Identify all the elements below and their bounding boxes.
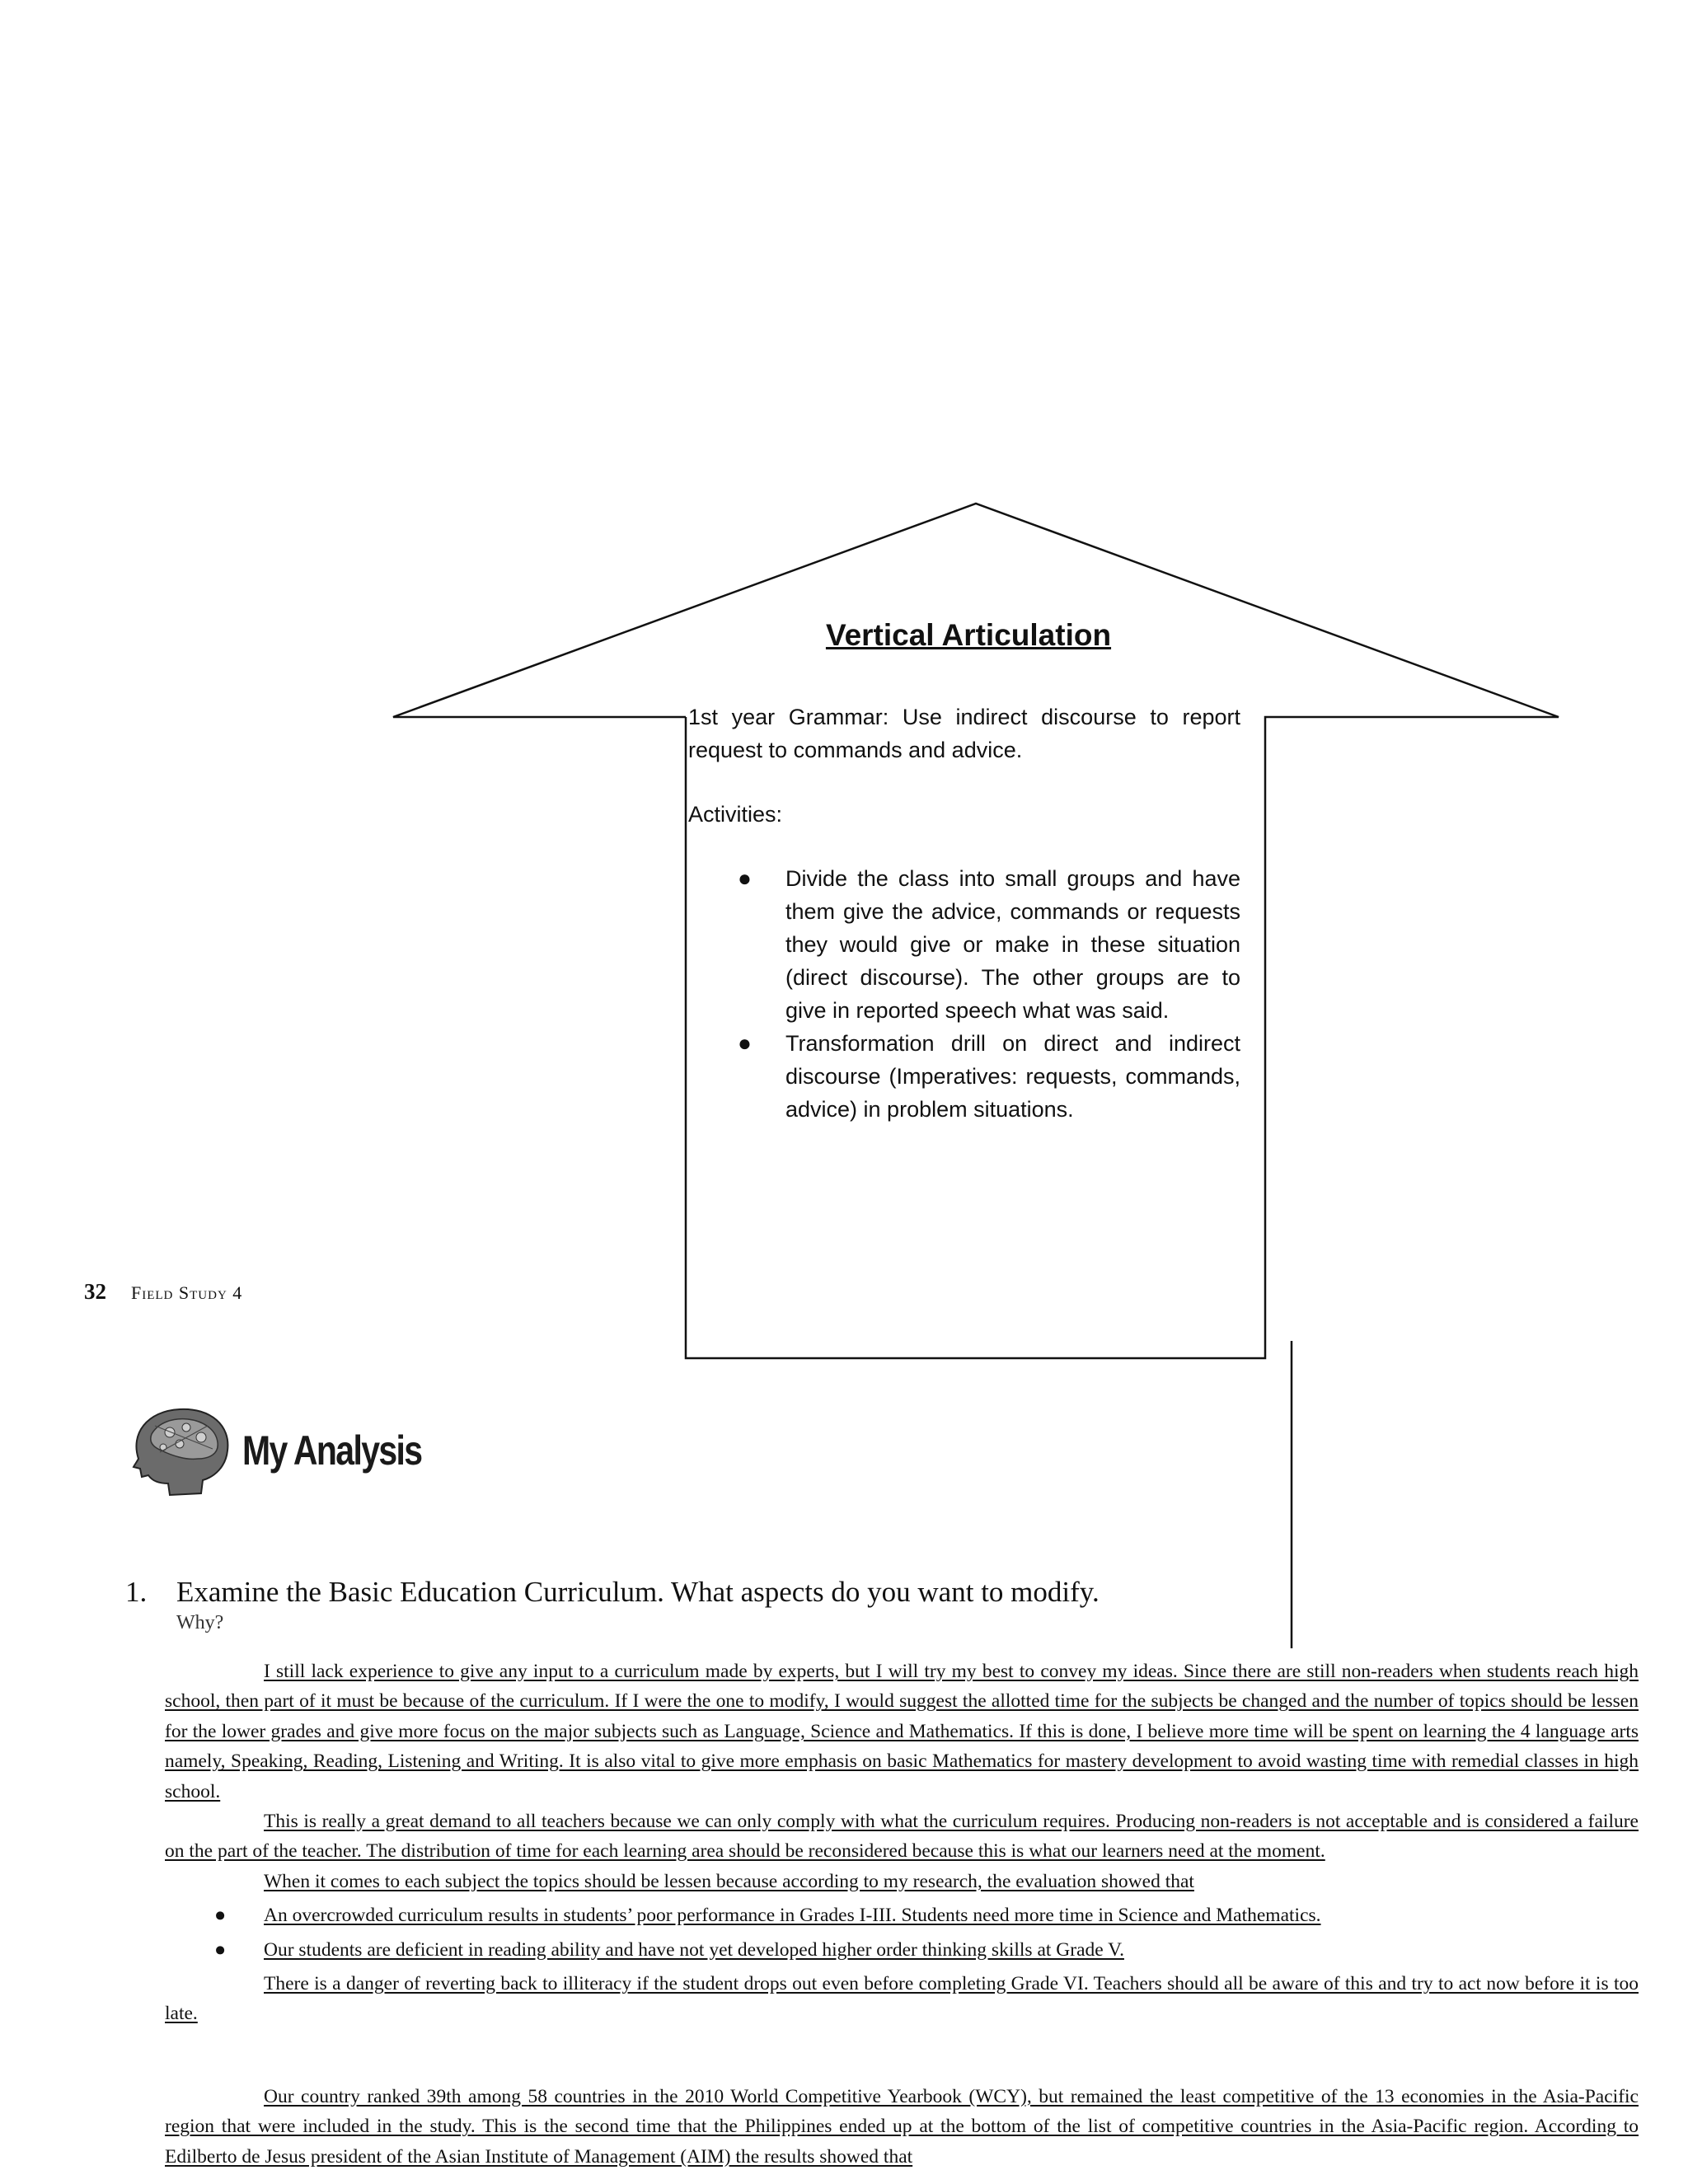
analysis-answer xyxy=(165,1657,1639,2172)
analysis-title: My Analysis xyxy=(242,1427,422,1474)
bullet-icon: ● xyxy=(738,865,752,891)
question-text: Examine the Basic Education Curriculum. What aspects do you want to modify. xyxy=(176,1576,1100,1608)
question-number: 1. xyxy=(125,1576,148,1608)
answer-paragraph: When it comes to each subject the topics should be lessen because according to my research, the evaluation showed that xyxy=(264,1870,1194,1892)
brain-head-icon xyxy=(122,1401,237,1500)
question-tail: Why? xyxy=(176,1612,224,1633)
answer-paragraph: This is really a great demand to all teachers because we can only comply with what the curriculum requires. Producing non-readers is not acceptable and is considered a failure on the part of the teacher. The distribution of time for each learning area should be reconsidered because this is what our learners need at the moment. xyxy=(165,1811,1639,1863)
activities-list xyxy=(688,862,1240,1126)
paragraph-gap xyxy=(165,2029,1639,2082)
answer-paragraph: There is a danger of reverting back to illiteracy if the student drops out even before completing Grade VI. Teachers should all be aware of this and try to act now before it is too late. xyxy=(165,1973,1639,2025)
bullet-icon: ● xyxy=(214,1938,227,1961)
activity-item: ● Transformation drill on direct and indirect discourse (Imperatives: requests, commands, advice) in problem situations. xyxy=(688,1027,1240,1126)
page-number: 32 xyxy=(84,1279,106,1304)
answer-paragraph: Our country ranked 39th among 58 countries in the 2010 World Competitive Yearbook (WCY), but remained the least competitive of the 13 economies in the Asia-Pacific region that were included in the study. This is the second time that the Philippines ended up at the bottom of the list of competitive countries in the Asia-Pacific region. According to Edilberto de Jesus president of the Asian Institute of Management (AIM) the results showed that xyxy=(165,2085,1639,2168)
grammar-intro: 1st year Grammar: Use indirect discourse to report request to commands and advice. xyxy=(688,705,1240,762)
activity-item: ● Divide the class into small groups and have them give the advice, commands or requests they would give or make in these situation (direct discourse). The other groups are to give in reported speech what was said. xyxy=(688,862,1240,1027)
finding-item: ● Our students are deficient in reading ability and have not yet developed higher order thinking skills at Grade V. xyxy=(165,1935,1639,1965)
activities-label: Activities: xyxy=(688,802,783,827)
footer-label: Field Study 4 xyxy=(131,1282,243,1303)
finding-item: ● An overcrowded curriculum results in students’ poor performance in Grades I-III. Students need more time in Science and Mathematics. xyxy=(165,1900,1639,1930)
bullet-icon: ● xyxy=(738,1030,752,1056)
arrow-body xyxy=(688,701,1240,1126)
answer-paragraph: I still lack experience to give any input to a curriculum made by experts, but I will try my best to convey my ideas. Since there are still non-readers when students reach high school, then part of it must be because of the curriculum. If I were the one to modify, I would suggest the allotted time for the subjects be changed and the number of topics should be lessen for the lower grades and give more focus on the major subjects such as Language, Science and Mathematics. If this is done, I believe more time will be spent on learning the 4 language arts namely, Speaking, Reading, Listening and Writing. It is also vital to give more emphasis on basic Mathematics for mastery development to avoid wasting time with remedial classes in high school. xyxy=(165,1661,1639,1802)
arrow-title: Vertical Articulation xyxy=(825,618,1112,652)
question-1 xyxy=(125,1576,1100,1609)
bullet-icon: ● xyxy=(214,1905,227,1927)
analysis-heading xyxy=(122,1401,461,1500)
page-footer xyxy=(84,1279,242,1305)
findings-list xyxy=(165,1900,1639,1965)
